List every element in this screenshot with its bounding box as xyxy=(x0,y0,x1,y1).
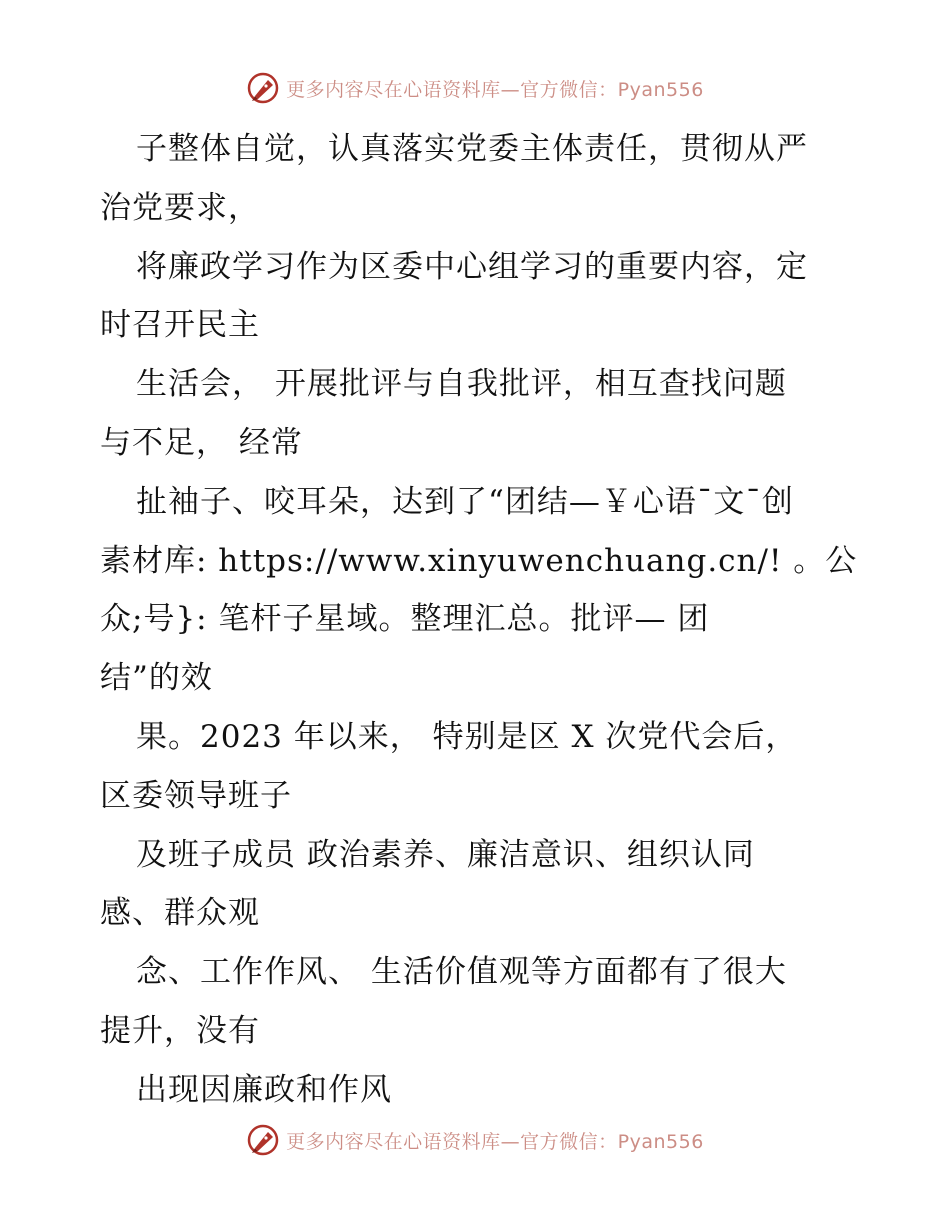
text-line: 区委领导班子 xyxy=(100,777,292,814)
text-line: 子整体自觉，认真落实党委主体责任，贯彻从严 xyxy=(136,131,808,167)
pen-nib-icon xyxy=(246,71,280,105)
header-watermark xyxy=(0,68,950,108)
text-line: 与不足， 经常 xyxy=(100,424,303,461)
text-line: 生活会， 开展批评与自我批评，相互查找问题 xyxy=(136,366,787,403)
text-line: 扯袖子、咬耳朵，达到了“团结—￥心语¯文¯创 xyxy=(136,483,794,520)
text-line: 素材库: https://www.xinyuwenchuang.cn/! 。公 xyxy=(100,542,858,579)
text-line: 众;号}: 笔杆子星域。整理汇总。批评— 团 xyxy=(100,601,710,638)
document-body xyxy=(100,120,860,1120)
text-line: 及班子成员 政治素养、廉洁意识、组织认同 xyxy=(136,836,755,873)
footer-watermark xyxy=(0,1120,950,1160)
text-line: 感、群众观 xyxy=(100,895,260,932)
watermark-text: 更多内容尽在心语资料库—官方微信：Pyan556 xyxy=(286,78,704,101)
text-line: 提升，没有 xyxy=(100,1012,260,1049)
text-line: 治党要求， xyxy=(100,189,260,226)
watermark-text: 更多内容尽在心语资料库—官方微信：Pyan556 xyxy=(286,1130,704,1153)
text-line: 结”的效 xyxy=(100,660,213,697)
pen-nib-icon xyxy=(246,1123,280,1157)
text-line: 时召开民主 xyxy=(100,307,260,344)
text-line: 念、工作作风、 生活价值观等方面都有了很大 xyxy=(136,954,787,991)
text-line: 将廉政学习作为区委中心组学习的重要内容，定 xyxy=(136,248,808,285)
text-line: 果。2023 年以来， 特别是区 X 次党代会后， xyxy=(136,718,798,755)
text-line: 出现因廉政和作风 xyxy=(136,1071,392,1108)
